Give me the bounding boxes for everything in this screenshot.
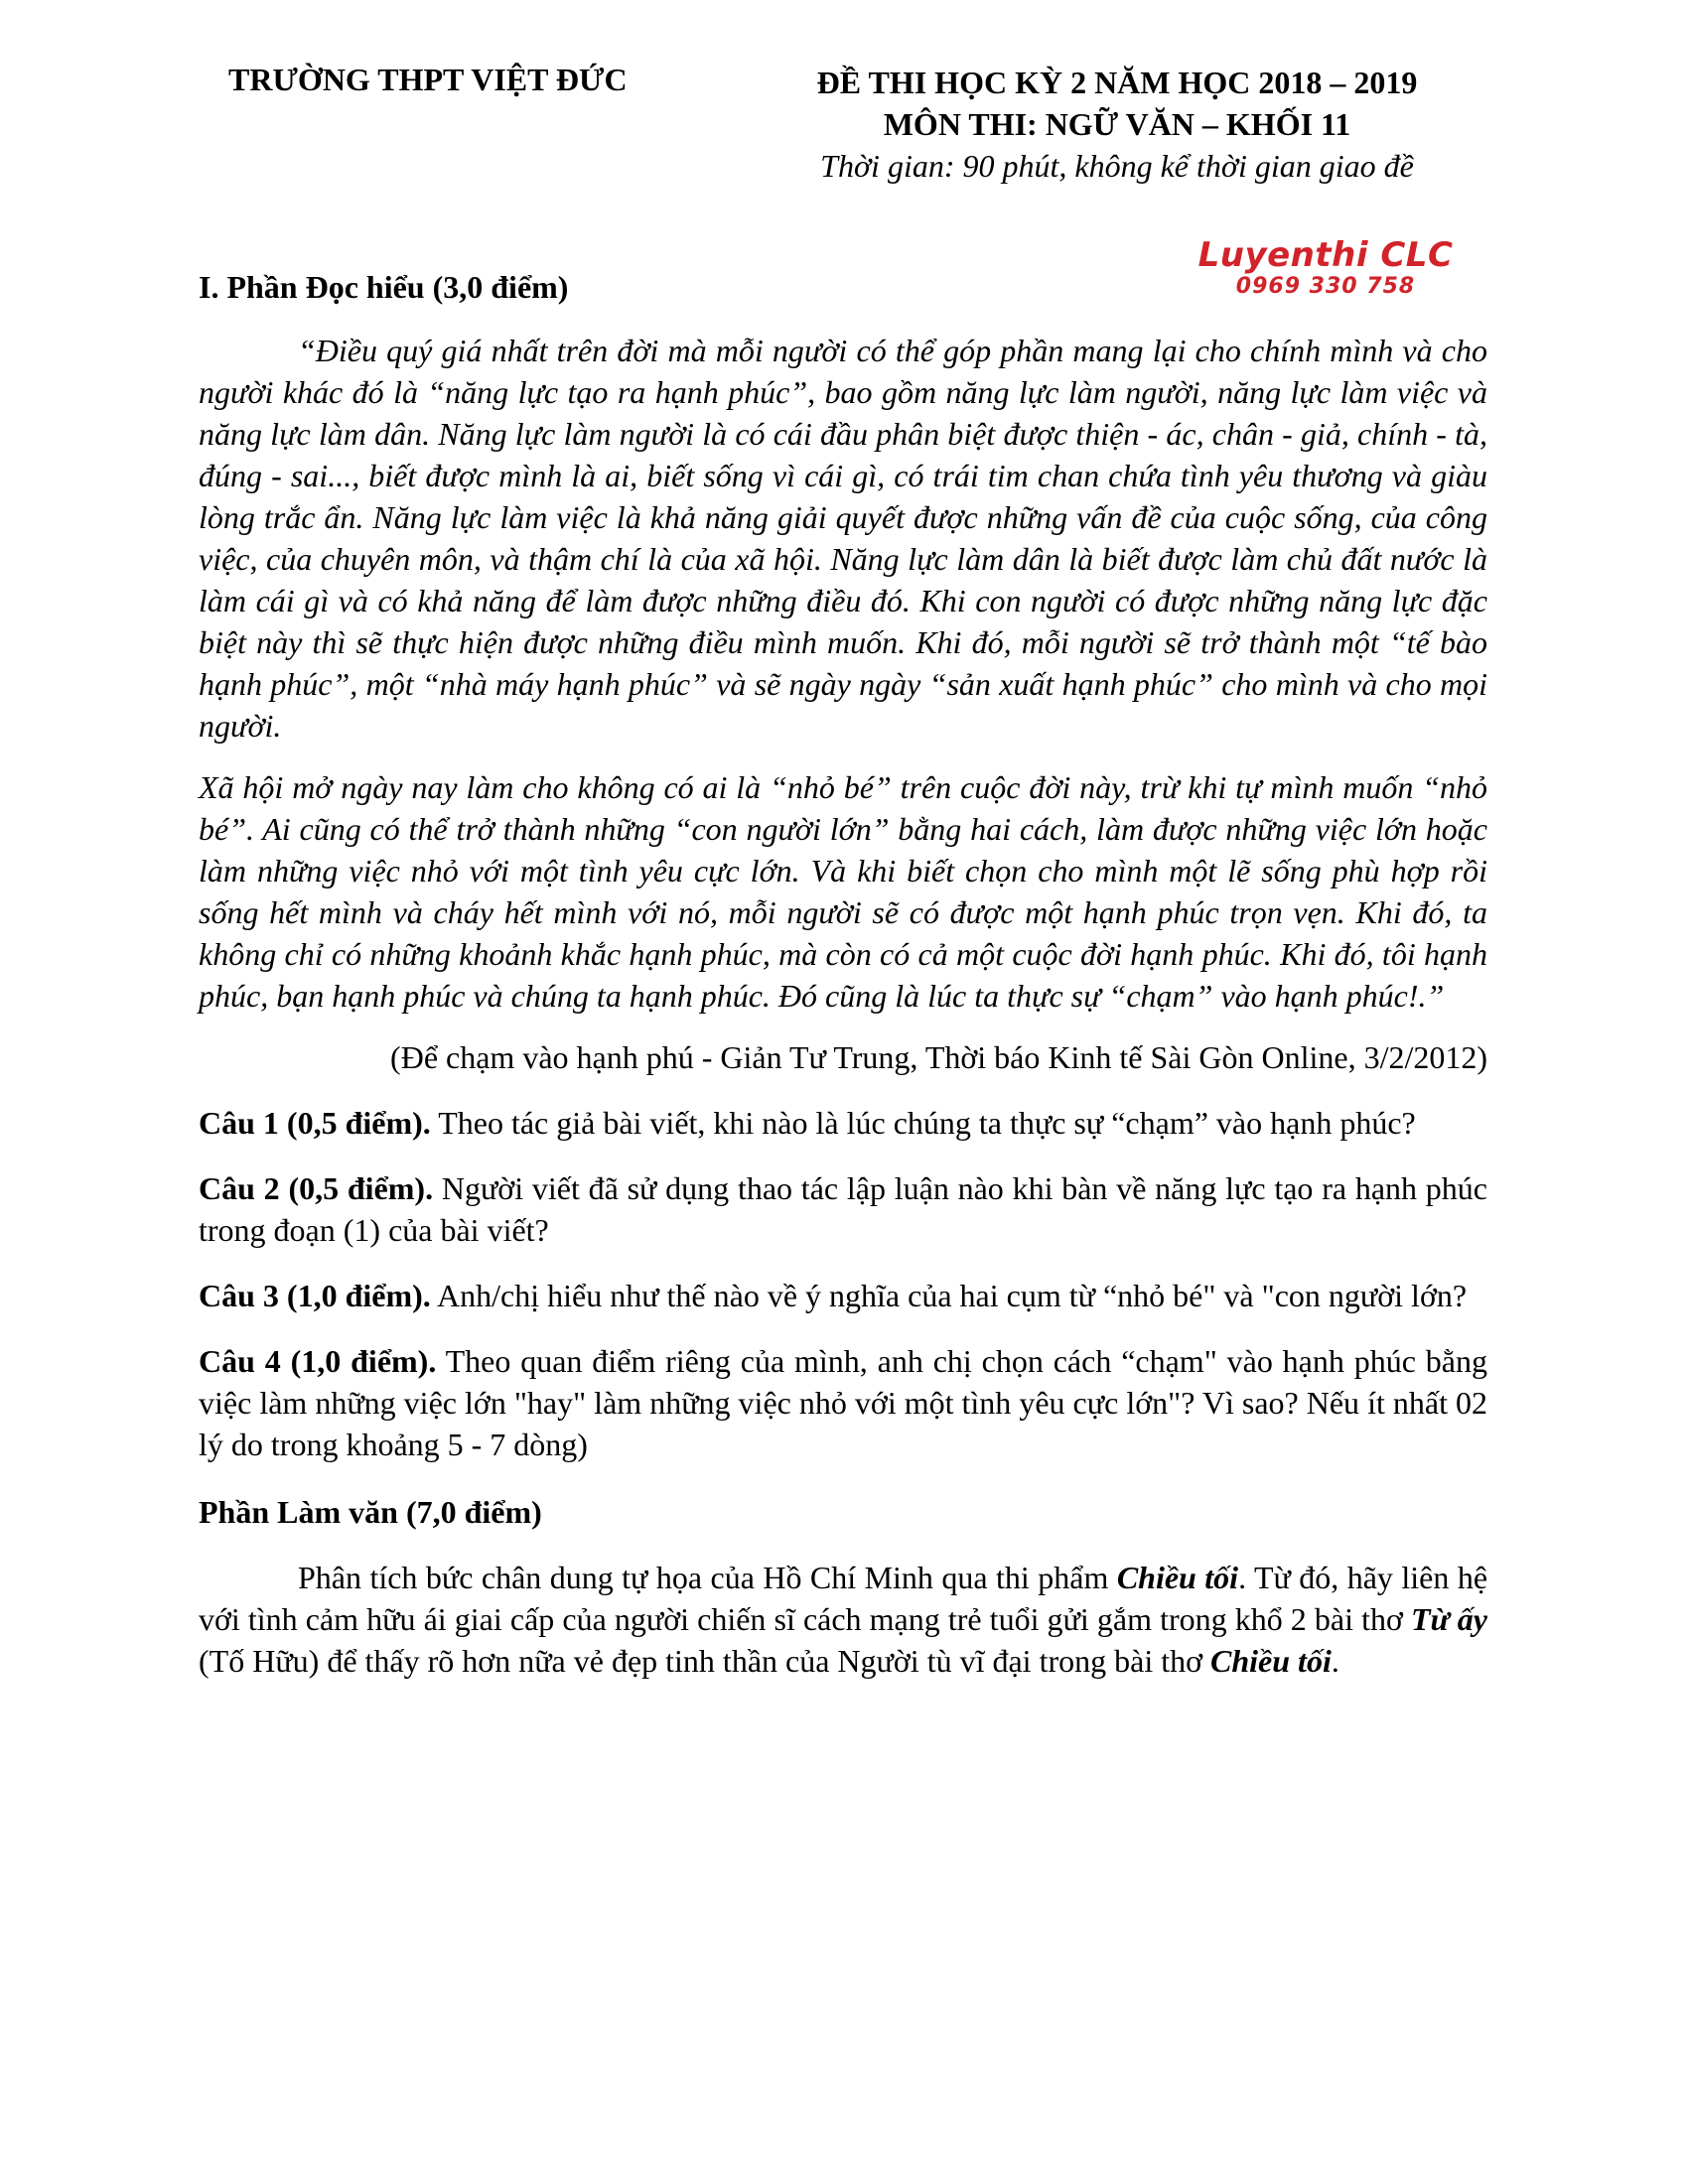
essay-prompt xyxy=(199,1557,1487,1682)
exam-header xyxy=(755,62,1479,187)
question-text: Người viết đã sử dụng thao tác lập luận nào khi bàn về năng lực tạo ra hạnh phúc trong đoạn (1) của bài viết? xyxy=(199,1170,1488,1248)
reading-passage-paragraph-1: “Điều quý giá nhất trên đời mà mỗi người có thể góp phần mang lại cho chính mình và cho người khác đó là “năng lực tạo ra hạnh phúc”, bao gồm năng lực làm người, năng lực làm việc và năng lực làm dân. Năng lực làm người là có cái đầu phân biệt được thiện - ác, chân - giả, chính - tà, đúng - sai..., biết được mình là ai, biết sống vì cái gì, có trái tim chan chứa tình yêu thương và giàu lòng trắc ẩn. Năng lực làm việc là khả năng giải quyết được những vấn đề của cuộc sống, của công việc, của chuyên môn, và thậm chí là của xã hội. Năng lực làm dân là biết được làm chủ đất nước là làm cái gì và có khả năng để làm được những điều đó. Khi con người có được những năng lực đặc biệt này thì sẽ thực hiện được những điều mình muốn. Khi đó, mỗi người sẽ trở thành một “tế bào hạnh phúc”, một “nhà máy hạnh phúc” và sẽ ngày ngày “sản xuất hạnh phúc” cho mình và cho mọi người. xyxy=(199,333,1487,744)
logo-brand: Luyenthi CLC xyxy=(1197,235,1454,275)
passage-source: (Để chạm vào hạnh phú - Giản Tư Trung, Thời báo Kinh tế Sài Gòn Online, 3/2/2012) xyxy=(390,1039,1487,1075)
question-3 xyxy=(199,1275,1487,1316)
essay-text-2: . Từ đó, hãy liên hệ với tình cảm hữu ái giai cấp của người chiến sĩ cách mạng trẻ tuổi gửi gắm trong khổ 2 bài thơ xyxy=(199,1560,1488,1637)
question-4 xyxy=(199,1340,1487,1465)
essay-text-4: . xyxy=(1331,1643,1339,1679)
question-label: Câu 2 (0,5 điểm). xyxy=(199,1170,434,1206)
question-label: Câu 1 (0,5 điểm). xyxy=(199,1105,431,1141)
exam-subject: MÔN THI: NGỮ VĂN – KHỐI 11 xyxy=(883,106,1351,142)
school-name: TRƯỜNG THPT VIỆT ĐỨC xyxy=(228,62,628,97)
question-text: Theo quan điểm riêng của mình, anh chị chọn cách “chạm" vào hạnh phúc bằng việc làm những việc lớn "hay" làm những việc nhỏ với một tình yêu cực lớn"? Vì sao? Nếu ít nhất 02 lý do trong khoảng 5 - 7 dòng) xyxy=(199,1343,1488,1462)
poem-title-chieu-toi: Chiều tối xyxy=(1116,1560,1239,1595)
reading-section-title: I. Phần Đọc hiểu (3,0 điểm) xyxy=(199,269,569,305)
question-2 xyxy=(199,1167,1487,1251)
question-text: Theo tác giả bài viết, khi nào là lúc chúng ta thực sự “chạm” vào hạnh phúc? xyxy=(430,1105,1416,1141)
logo-phone: 0969 330 758 xyxy=(1235,274,1416,299)
question-1 xyxy=(199,1102,1487,1144)
poem-title-chieu-toi-2: Chiều tối xyxy=(1210,1643,1332,1679)
exam-time: Thời gian: 90 phút, không kể thời gian giao đề xyxy=(820,148,1414,184)
poem-title-tu-ay: Từ ấy xyxy=(1411,1601,1488,1637)
question-label: Câu 4 (1,0 điểm). xyxy=(199,1343,437,1379)
reading-passage-paragraph-2: Xã hội mở ngày nay làm cho không có ai là “nhỏ bé” trên cuộc đời này, trừ khi tự mình muốn “nhỏ bé”. Ai cũng có thể trở thành những “con người lớn” bằng hai cách, làm được những việc lớn hoặc làm những việc nhỏ với một tình yêu cực lớn. Và khi biết chọn cho mình một lẽ sống phù hợp rồi sống hết mình và cháy hết mình với nó, mỗi người sẽ có được một hạnh phúc trọn vẹn. Khi đó, ta không chỉ có những khoảnh khắc hạnh phúc, mà còn có cả một cuộc đời hạnh phúc. Khi đó, tôi hạnh phúc, bạn hạnh phúc và chúng ta hạnh phúc. Đó cũng là lúc ta thực sự “chạm” vào hạnh phúc!.” xyxy=(199,769,1487,1014)
question-label: Câu 3 (1,0 điểm). xyxy=(199,1278,431,1313)
exam-content xyxy=(199,266,1487,1713)
exam-title: ĐỀ THI HỌC KỲ 2 NĂM HỌC 2018 – 2019 xyxy=(816,65,1418,100)
question-text: Anh/chị hiểu như thế nào về ý nghĩa của hai cụm từ “nhỏ bé" và "con người lớn? xyxy=(430,1278,1468,1313)
writing-section-title: Phần Làm văn (7,0 điểm) xyxy=(199,1494,542,1530)
essay-text-3: (Tố Hữu) để thấy rõ hơn nữa vẻ đẹp tinh thần của Người tù vĩ đại trong bài thơ xyxy=(199,1643,1211,1679)
essay-text-1: Phân tích bức chân dung tự họa của Hồ Chí Minh qua thi phẩm xyxy=(298,1560,1117,1595)
